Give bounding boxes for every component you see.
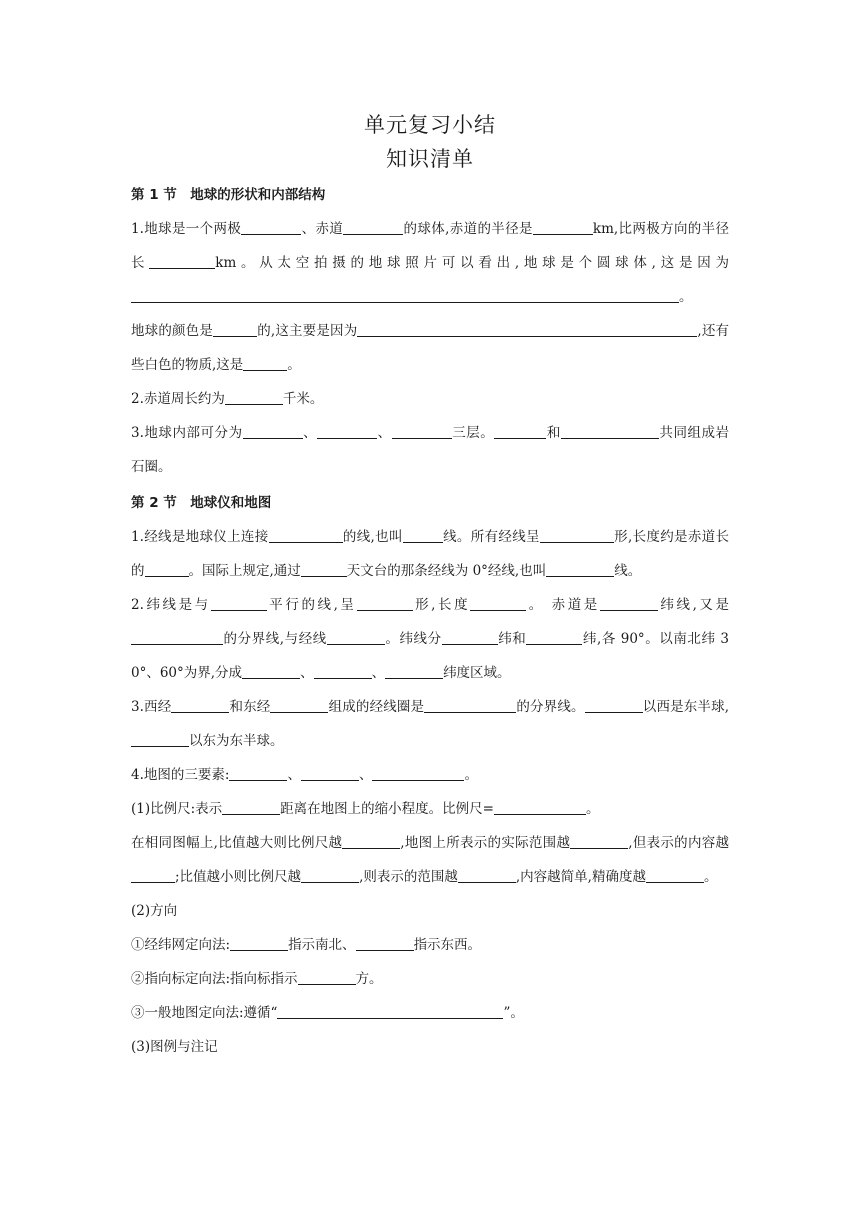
text-run: km。从太空拍摄的地球照片可以看出,地球是个圆球体,这是因为	[215, 255, 729, 271]
page-subtitle: 知识清单	[386, 147, 474, 171]
text-run: 1.经线是地球仪上连接	[131, 529, 269, 545]
text-run: 2.纬线是与	[131, 597, 211, 613]
text-run: 、	[358, 767, 373, 783]
text-run: 纬和	[497, 631, 527, 647]
answer-blank	[585, 697, 643, 713]
text-run: 、	[287, 767, 301, 783]
answer-blank	[241, 219, 301, 235]
text-run: ②指向标定向法:指向标指示	[131, 971, 298, 987]
text-run: 纬,各 90°。以南北纬 30°、60°为界,分成	[131, 631, 729, 681]
text-run: ;比值越小则比例尺越	[175, 869, 302, 885]
answer-blank	[470, 595, 526, 611]
answer-blank	[327, 629, 385, 645]
answer-blank	[357, 321, 697, 337]
s2-paragraph-5	[131, 792, 729, 826]
text-run: 2.赤道周长约为	[131, 391, 225, 407]
text-run: ①经纬网定向法:	[131, 937, 231, 953]
text-run: 组成的经线圈是	[328, 699, 425, 715]
answer-blank	[145, 561, 189, 577]
text-run: (2)方向	[131, 903, 178, 919]
text-run: 的线,也叫	[342, 529, 403, 545]
text-run: 4.地图的三要素:	[131, 767, 230, 783]
text-run: 纬度区域。	[443, 665, 511, 681]
text-run: 3.地球内部可分为	[131, 425, 243, 441]
answer-blank	[372, 765, 464, 781]
text-run: 以东为东半球。	[189, 733, 284, 749]
text-run: ”。	[503, 1005, 524, 1021]
answer-blank	[269, 527, 343, 543]
text-run: 方。	[355, 971, 383, 987]
s2-paragraph-3	[131, 690, 729, 758]
worksheet-page	[131, 108, 729, 1064]
answer-blank	[213, 321, 257, 337]
answer-blank	[357, 595, 413, 611]
answer-blank	[343, 219, 403, 235]
answer-blank	[298, 969, 356, 985]
answer-blank	[229, 765, 287, 781]
text-run: ③一般地图定向法:遵循“	[131, 1005, 278, 1021]
text-run: 。	[287, 357, 301, 373]
answer-blank	[526, 629, 582, 645]
answer-blank	[211, 595, 267, 611]
text-run: 三层。	[451, 425, 495, 441]
s1-paragraph-4	[131, 416, 729, 484]
text-run: 平行的线,呈	[266, 597, 357, 613]
answer-blank	[403, 527, 443, 543]
answer-blank	[243, 355, 287, 371]
s2-paragraph-8	[131, 928, 729, 962]
text-run: 1.地球是一个两极	[131, 221, 242, 237]
s1-paragraph-2	[131, 314, 729, 382]
text-run: 。	[585, 801, 600, 817]
answer-blank	[392, 423, 452, 439]
page-title: 单元复习小结	[364, 113, 496, 137]
answer-blank	[540, 527, 614, 543]
text-run: ,还有些白色的物质,这是	[131, 323, 730, 373]
text-run: 。国际上规定,通过	[188, 563, 301, 579]
answer-blank	[242, 663, 300, 679]
text-run: 的分界线,与经线	[223, 631, 327, 647]
section-heading-1: 第 1 节 地球的形状和内部结构	[131, 187, 326, 203]
text-run: 的球体,赤道的半径是	[403, 221, 533, 237]
answer-blank	[243, 423, 303, 439]
text-run: 千米。	[282, 391, 324, 407]
text-run: 形,长度	[412, 597, 471, 613]
text-run: 线。所有经线呈	[442, 529, 540, 545]
answer-blank	[277, 1003, 503, 1019]
answer-blank	[342, 833, 400, 849]
answer-blank	[225, 389, 283, 405]
text-run: 天文台的那条经线为 0°经线,也叫	[346, 563, 547, 579]
text-run: 和东经	[229, 699, 271, 715]
text-run: 线。	[614, 563, 642, 579]
text-run: 指示东西。	[413, 937, 482, 953]
answer-blank	[270, 697, 328, 713]
text-run: 的分界线。	[516, 699, 585, 715]
answer-blank	[570, 833, 628, 849]
answer-blank	[356, 935, 414, 951]
s2-paragraph-2	[131, 588, 729, 690]
answer-blank	[222, 799, 280, 815]
text-run: 3.西经	[131, 699, 172, 715]
text-run: ,地图上所表示的实际范围越	[400, 835, 571, 851]
text-run: 形,长度约是赤道长的	[131, 529, 730, 579]
answer-blank	[131, 867, 175, 883]
answer-blank	[533, 219, 593, 235]
answer-blank	[131, 731, 189, 747]
answer-blank	[301, 765, 359, 781]
answer-blank	[131, 287, 679, 303]
answer-blank	[458, 867, 516, 883]
text-run: 、	[302, 425, 318, 441]
text-run: 。 赤道是	[526, 597, 600, 613]
answer-blank	[494, 799, 586, 815]
s2-paragraph-10	[131, 996, 729, 1030]
text-run: ,则表示的范围越	[359, 869, 458, 885]
text-run: 以西是东半球,	[642, 699, 730, 715]
text-run: 。	[679, 289, 693, 305]
answer-blank	[301, 561, 347, 577]
text-run: (1)比例尺:表示	[131, 801, 223, 817]
text-run: 纬线,又是	[657, 597, 729, 613]
answer-blank	[600, 595, 658, 611]
answer-blank	[230, 935, 288, 951]
s1-paragraph-3	[131, 382, 729, 416]
text-run: 、赤道	[301, 221, 344, 237]
s2-paragraph-11	[131, 1030, 729, 1064]
answer-blank	[317, 423, 377, 439]
text-run: 距离在地图上的缩小程度。比例尺=	[280, 801, 494, 817]
text-run: 、	[377, 425, 392, 441]
answer-blank	[442, 629, 498, 645]
text-run: 地球的颜色是	[131, 323, 214, 339]
answer-blank	[494, 423, 546, 439]
text-run: 指示南北、	[288, 937, 356, 953]
text-run: 共同组成岩石圈。	[131, 425, 730, 475]
answer-blank	[385, 663, 443, 679]
s2-paragraph-9	[131, 962, 729, 996]
text-run: 在相同图幅上,比值越大则比例尺越	[131, 835, 343, 851]
section-heading-2: 第 2 节 地球仪和地图	[131, 495, 272, 511]
answer-blank	[424, 697, 516, 713]
answer-blank	[646, 867, 704, 883]
s1-paragraph-1	[131, 212, 729, 314]
s2-paragraph-7	[131, 894, 729, 928]
text-run: 、	[300, 665, 314, 681]
answer-blank	[171, 697, 229, 713]
answer-blank	[149, 253, 215, 269]
text-run: 和	[546, 425, 561, 441]
text-run: km,比两极方向的半径长	[131, 221, 730, 271]
text-run: 。	[464, 767, 478, 783]
s2-paragraph-1	[131, 520, 729, 588]
answer-blank	[301, 867, 359, 883]
answer-blank	[561, 423, 659, 439]
s2-paragraph-6	[131, 826, 729, 894]
text-run: 、	[371, 665, 386, 681]
s2-paragraph-4	[131, 758, 729, 792]
text-run: 。纬线分	[384, 631, 442, 647]
text-run: (3)图例与注记	[131, 1039, 218, 1055]
text-run: 。	[703, 869, 718, 885]
text-run: ,但表示的内容越	[628, 835, 730, 851]
text-run: 的,这主要是因为	[257, 323, 358, 339]
answer-blank	[131, 629, 223, 645]
answer-blank	[546, 561, 614, 577]
answer-blank	[314, 663, 372, 679]
text-run: ,内容越简单,精确度越	[515, 869, 646, 885]
